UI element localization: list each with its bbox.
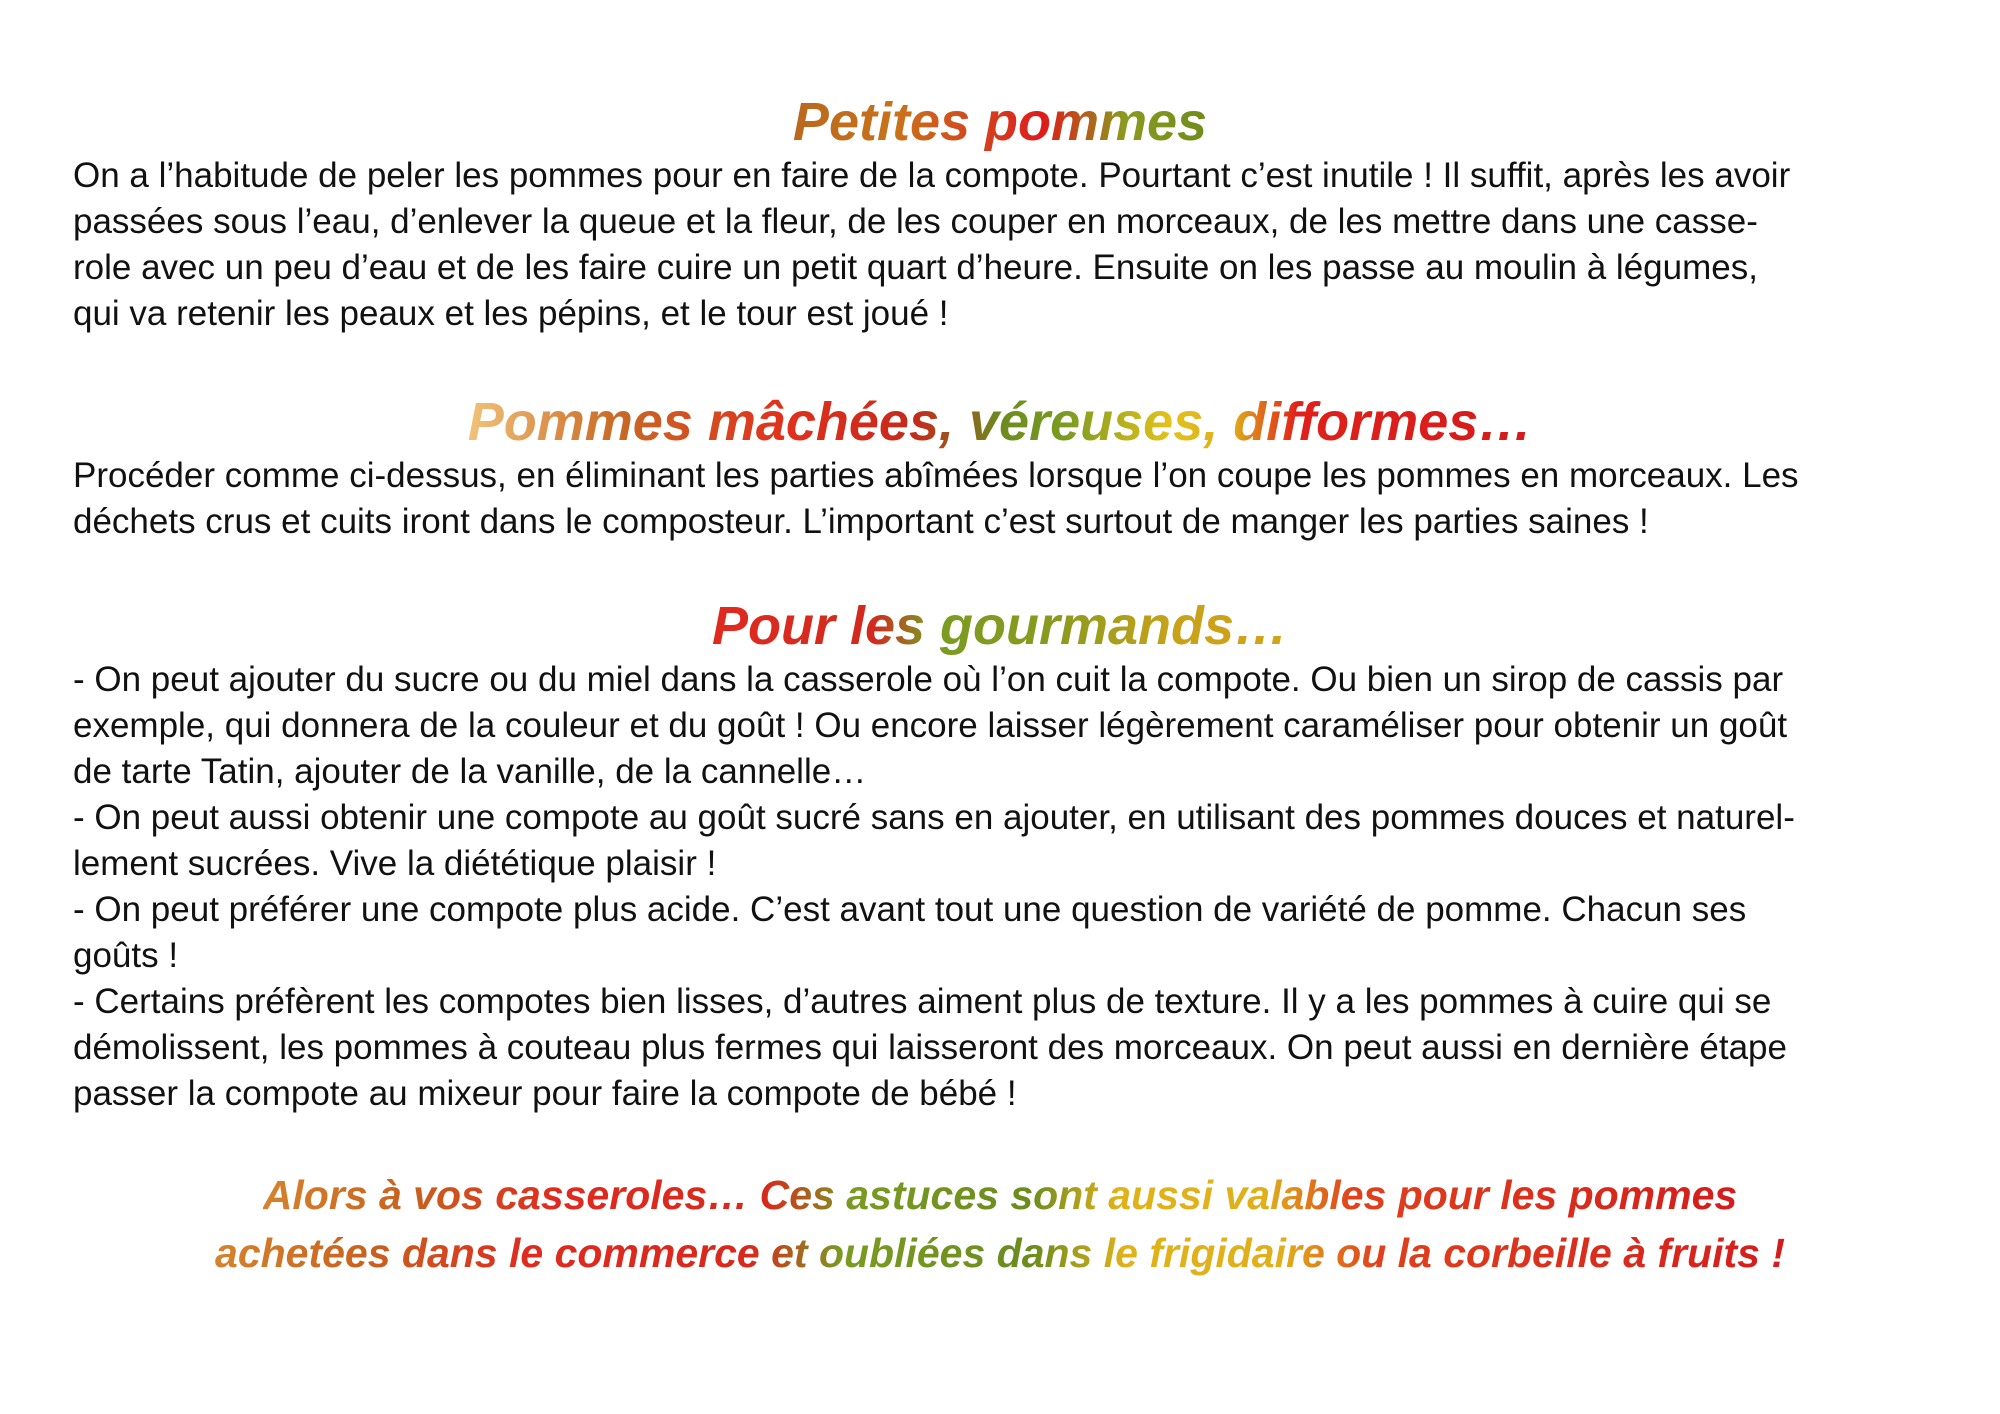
body-line: - On peut aussi obtenir une compote au goût sucré sans en ajouter, en utilisant des pommes douces et naturel-	[73, 798, 1795, 837]
body-line: - Certains préfèrent les compotes bien lisses, d’autres aiment plus de texture. Il y a les pommes à cuire qui se	[73, 982, 1772, 1021]
section-title-text: Petites pommes	[792, 92, 1208, 152]
body-line: déchets crus et cuits iront dans le composteur. L’important c’est surtout de manger les parties saines !	[73, 502, 1649, 541]
body-line: lement sucrées. Vive la diététique plaisir !	[73, 844, 717, 883]
closing-line-text: Alors à vos casseroles… Ces astuces sont aussi valables pour les pommes	[262, 1172, 1738, 1218]
section-body-petites-pommes	[73, 153, 1973, 337]
body-line: qui va retenir les peaux et les pépins, et le tour est joué !	[73, 294, 949, 333]
body-line: Procéder comme ci-dessus, en éliminant les parties abîmées lorsque l’on coupe les pommes en morceaux. Les	[73, 456, 1799, 495]
body-line: passer la compote au mixeur pour faire la compote de bébé !	[73, 1074, 1017, 1113]
closing-line-text: achetées dans le commerce et oubliées dans le frigidaire ou la corbeille à fruits !	[215, 1230, 1785, 1276]
closing-message	[0, 1166, 2000, 1282]
section-title-petites-pommes	[0, 90, 2000, 155]
body-line: - On peut ajouter du sucre ou du miel dans la casserole où l’on cuit la compote. Ou bien un sirop de cassis par	[73, 660, 1784, 699]
closing-line	[0, 1224, 2000, 1282]
body-line: goûts !	[73, 936, 179, 975]
body-line: de tarte Tatin, ajouter de la vanille, de la cannelle…	[73, 752, 867, 791]
section-title-text: Pour les gourmands…	[711, 596, 1289, 656]
section-title-pommes-machees	[0, 390, 2000, 455]
section-body-pommes-machees	[73, 453, 1973, 545]
section-body-pour-les-gourmands	[73, 657, 1973, 1117]
body-line: passées sous l’eau, d’enlever la queue et la fleur, de les couper en morceaux, de les mettre dans une casse-	[73, 202, 1758, 241]
body-line: démolissent, les pommes à couteau plus fermes qui laisseront des morceaux. On peut aussi en dernière étape	[73, 1028, 1787, 1067]
body-line: On a l’habitude de peler les pommes pour en faire de la compote. Pourtant c’est inutile ! Il suffit, après les avoir	[73, 156, 1791, 195]
closing-line	[0, 1166, 2000, 1224]
body-line: exemple, qui donnera de la couleur et du goût ! Ou encore laisser légèrement caraméliser pour obtenir un goût	[73, 706, 1788, 745]
body-line: role avec un peu d’eau et de les faire cuire un petit quart d’heure. Ensuite on les passe au moulin à légumes,	[73, 248, 1758, 287]
section-title-pour-les-gourmands	[0, 594, 2000, 659]
section-title-text: Pommes mâchées, véreuses, difformes…	[467, 392, 1533, 452]
body-line: - On peut préférer une compote plus acide. C’est avant tout une question de variété de pomme. Chacun ses	[73, 890, 1747, 929]
